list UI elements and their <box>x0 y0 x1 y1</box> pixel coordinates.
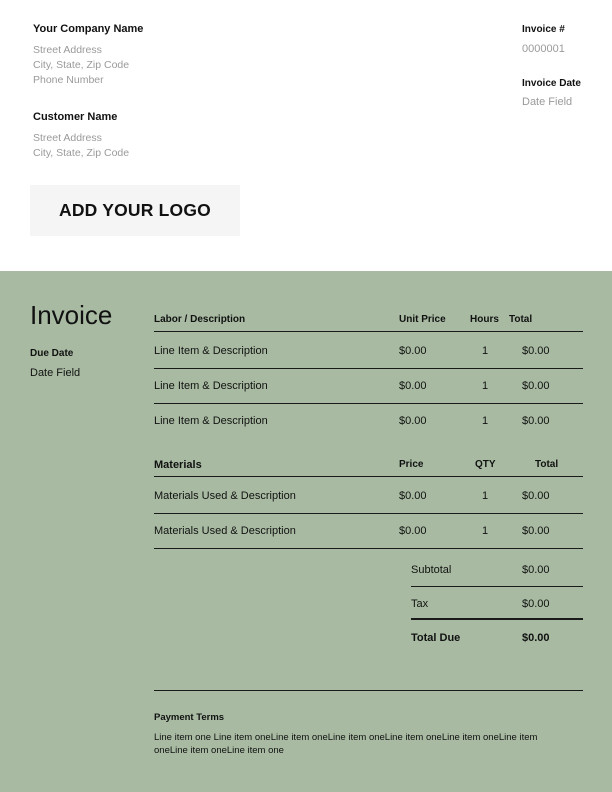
labor-row-total: $0.00 <box>522 415 550 427</box>
labor-row-hours: 1 <box>482 345 489 357</box>
materials-header-description: Materials <box>154 459 202 471</box>
materials-header-price: Price <box>399 459 424 470</box>
labor-row-total: $0.00 <box>522 345 550 357</box>
divider <box>154 513 583 514</box>
divider <box>154 548 583 549</box>
materials-row-price: $0.00 <box>399 490 427 502</box>
labor-row-description: Line Item & Description <box>154 345 268 357</box>
logo-label: ADD YOUR LOGO <box>58 200 211 220</box>
invoice-number-label: Invoice # <box>522 24 565 35</box>
total-due-label: Total Due <box>411 632 461 644</box>
customer-city: City, State, Zip Code <box>33 147 130 159</box>
materials-header-total: Total <box>535 459 559 470</box>
materials-row-qty: 1 <box>482 525 489 537</box>
materials-row-total: $0.00 <box>522 490 550 502</box>
company-name: Your Company Name <box>33 23 144 35</box>
labor-header-hours: Hours <box>470 314 499 325</box>
materials-row-qty: 1 <box>482 490 489 502</box>
divider <box>154 331 583 332</box>
labor-row-price: $0.00 <box>399 345 427 357</box>
divider <box>154 690 583 691</box>
invoice-body-section <box>0 271 612 792</box>
materials-row-price: $0.00 <box>399 525 427 537</box>
subtotal-label: Subtotal <box>411 564 452 576</box>
due-date-label: Due Date <box>30 348 74 359</box>
materials-row-description: Materials Used & Description <box>154 490 296 502</box>
divider <box>154 476 583 477</box>
labor-header-unit-price: Unit Price <box>399 314 446 325</box>
company-phone: Phone Number <box>33 74 104 86</box>
company-street: Street Address <box>33 44 102 56</box>
labor-row-price: $0.00 <box>399 415 427 427</box>
labor-row-hours: 1 <box>482 415 489 427</box>
divider <box>411 618 583 620</box>
divider <box>411 586 583 587</box>
labor-row-price: $0.00 <box>399 380 427 392</box>
invoice-title: Invoice <box>30 300 113 330</box>
invoice-date-label: Invoice Date <box>522 78 581 89</box>
logo-placeholder[interactable] <box>30 185 240 236</box>
materials-row-total: $0.00 <box>522 525 550 537</box>
labor-header-total: Total <box>509 314 533 325</box>
divider <box>154 403 583 404</box>
labor-row-description: Line Item & Description <box>154 380 268 392</box>
tax-value: $0.00 <box>522 598 550 610</box>
company-city: City, State, Zip Code <box>33 59 130 71</box>
labor-row-total: $0.00 <box>522 380 550 392</box>
due-date-value: Date Field <box>30 367 81 379</box>
total-due-value: $0.00 <box>522 632 550 644</box>
materials-row-description: Materials Used & Description <box>154 525 296 537</box>
subtotal-value: $0.00 <box>522 564 550 576</box>
labor-header-description: Labor / Description <box>154 314 246 325</box>
customer-name: Customer Name <box>33 111 118 123</box>
payment-terms-text: Line item one Line item oneLine item oneLine item oneLine item oneLine item oneLine item oneLine item oneLine item one <box>154 732 538 756</box>
labor-row-hours: 1 <box>482 380 489 392</box>
labor-row-description: Line Item & Description <box>154 415 268 427</box>
customer-street: Street Address <box>33 132 102 144</box>
divider <box>154 368 583 369</box>
invoice-date-value: Date Field <box>522 96 573 108</box>
tax-label: Tax <box>411 598 429 610</box>
materials-header-qty: QTY <box>475 459 496 470</box>
invoice-number: 0000001 <box>522 43 565 55</box>
payment-terms-label: Payment Terms <box>154 712 225 723</box>
